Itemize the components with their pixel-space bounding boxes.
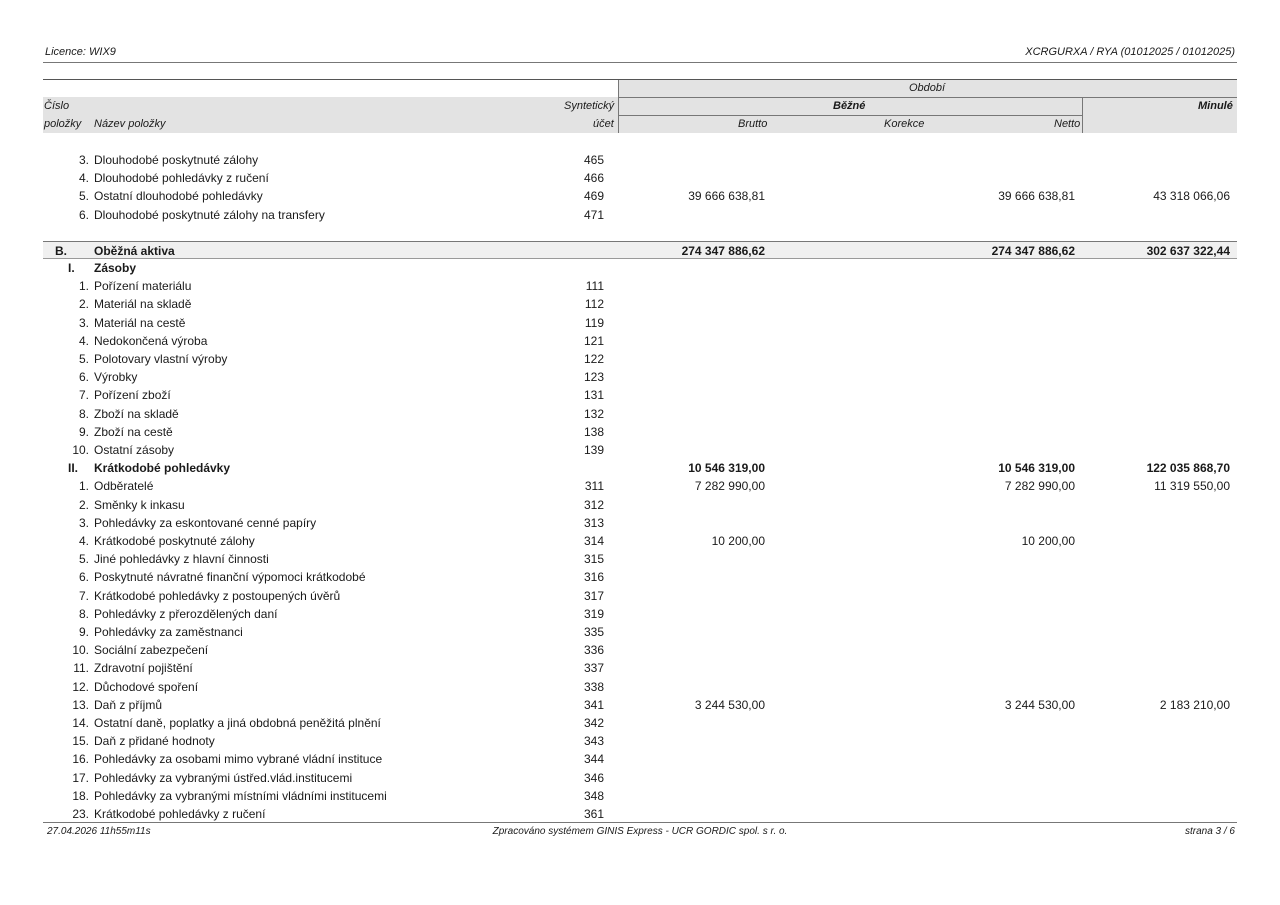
row-name: Důchodové spoření	[94, 679, 199, 694]
row-name: Dlouhodobé poskytnuté zálohy	[94, 153, 259, 167]
row-account: 336	[583, 643, 604, 658]
row-number: B.	[55, 243, 67, 258]
row-account: 466	[583, 171, 604, 186]
row-account: 316	[583, 570, 604, 585]
header-ucet: účet	[593, 118, 614, 130]
row-number: 1.	[78, 279, 89, 294]
row-name: Oběžná aktiva	[94, 243, 175, 258]
row-name: Směnky k inkasu	[94, 497, 185, 512]
row-account: 138	[583, 424, 604, 439]
row-account: 122	[583, 352, 604, 366]
bottom-rule	[43, 822, 1237, 823]
row-number: 3.	[78, 515, 89, 530]
row-name: Pohledávky za vybranými ústřed.vlád.institucemi	[94, 770, 353, 785]
row-number: 16.	[72, 752, 89, 767]
row-number: 8.	[78, 406, 89, 421]
row-account: 342	[583, 716, 604, 730]
row-minule: 122 035 868,70	[1146, 461, 1230, 476]
row-name: Výrobky	[94, 370, 138, 385]
licence-label: Licence: WIX9	[45, 46, 116, 58]
row-account: 111	[585, 279, 604, 294]
table-row	[43, 187, 1237, 205]
top-bar	[43, 43, 1237, 63]
row-account: 471	[583, 207, 604, 222]
row-minule: 43 318 066,06	[1153, 189, 1230, 204]
table-row	[43, 732, 1237, 750]
table-row	[43, 750, 1237, 768]
section-row	[43, 241, 1237, 259]
row-account: 315	[583, 552, 604, 567]
row-account: 314	[583, 534, 604, 548]
footer-processed: Zpracováno systémem GINIS Express - UCR GORDIC spol. s r. o.	[492, 826, 788, 837]
row-name: Pohledávky za osobami mimo vybrané vládní instituce	[94, 752, 383, 767]
table-row	[43, 477, 1237, 495]
table-row	[43, 423, 1237, 441]
row-name: Pohledávky z přerozdělených daní	[94, 606, 278, 621]
table-row	[43, 532, 1237, 550]
table-row	[43, 332, 1237, 350]
header-brutto: Brutto	[738, 118, 768, 130]
table-row	[43, 496, 1237, 514]
row-account: 131	[583, 388, 604, 403]
row-account: 123	[583, 370, 604, 385]
row-account: 348	[583, 788, 604, 803]
table-row	[43, 550, 1237, 568]
row-number: 18.	[72, 788, 89, 803]
row-account: 469	[583, 189, 604, 204]
row-number: 10.	[72, 443, 89, 457]
table-row	[43, 623, 1237, 641]
row-name: Krátkodobé pohledávky z ručení	[94, 807, 266, 821]
row-name: Daň z přidané hodnoty	[94, 734, 215, 749]
row-number: 5.	[78, 552, 89, 567]
header-bezne: Běžné	[833, 100, 866, 112]
row-number: 2.	[78, 297, 89, 312]
row-number: 6.	[78, 207, 89, 222]
footer-page: strana 3 / 6	[1184, 826, 1235, 837]
table-row	[43, 769, 1237, 787]
header-korekce: Korekce	[884, 118, 925, 130]
table-header	[43, 79, 1237, 133]
row-account: 121	[583, 333, 604, 348]
header-obdobi: Období	[909, 82, 946, 94]
row-number: 3.	[78, 153, 89, 167]
row-name: Pořízení materiálu	[94, 279, 192, 294]
table-row	[43, 386, 1237, 404]
header-netto: Netto	[1054, 118, 1081, 130]
table-row	[43, 568, 1237, 586]
row-number: 4.	[78, 534, 89, 548]
row-netto: 274 347 886,62	[991, 243, 1075, 258]
table-row	[43, 805, 1237, 823]
row-number: 1.	[78, 479, 89, 494]
subsection-row	[43, 459, 1237, 477]
row-account: 119	[584, 315, 604, 330]
table-row	[43, 169, 1237, 187]
row-name: Materiál na skladě	[94, 297, 192, 312]
header-nazev: Název položky	[94, 118, 166, 130]
row-account: 317	[583, 588, 604, 603]
row-account: 313	[583, 515, 604, 530]
row-brutto: 3 244 530,00	[694, 697, 765, 712]
table-row	[43, 295, 1237, 313]
row-number: 23.	[72, 807, 89, 821]
table-row	[43, 277, 1237, 295]
row-netto: 3 244 530,00	[1004, 697, 1075, 712]
report-ident: XCRGURXA / RYA (01012025 / 01012025)	[1025, 46, 1235, 58]
row-name: Pohledávky za zaměstnanci	[94, 625, 243, 639]
row-name: Zboží na cestě	[94, 424, 173, 439]
header-minule: Minulé	[1198, 100, 1233, 112]
row-name: Ostatní dlouhodobé pohledávky	[94, 189, 263, 204]
row-number: 4.	[78, 333, 89, 348]
row-number: 8.	[78, 606, 89, 621]
subsection-row	[43, 259, 1237, 277]
row-number: 14.	[72, 716, 89, 730]
footer-timestamp: 27.04.2026 11h55m11s	[47, 826, 151, 837]
header-cislo: Číslo	[44, 100, 70, 112]
row-name: Pohledávky za eskontované cenné papíry	[94, 515, 317, 530]
row-account: 361	[583, 807, 604, 821]
row-account: 139	[583, 443, 604, 457]
row-number: 2.	[78, 497, 89, 512]
row-number: 9.	[78, 625, 89, 639]
table-row	[43, 696, 1237, 714]
row-number: 6.	[78, 370, 89, 385]
table-row	[43, 641, 1237, 659]
row-account: 112	[584, 297, 604, 312]
table-row	[43, 714, 1237, 732]
row-number: I.	[68, 261, 75, 275]
table-row	[43, 314, 1237, 332]
row-number: 5.	[78, 189, 89, 204]
row-number: 3.	[78, 315, 89, 330]
row-netto: 10 546 319,00	[998, 461, 1075, 476]
row-name: Ostatní daně, poplatky a jiná obdobná peněžitá plnění	[94, 716, 381, 730]
header-polozky: položky	[44, 118, 82, 130]
row-name: Krátkodobé poskytnuté zálohy	[94, 534, 255, 548]
row-name: Sociální zabezpečení	[94, 643, 209, 658]
header-synteticky: Syntetický	[564, 100, 615, 112]
row-name: Zboží na skladě	[94, 406, 179, 421]
row-account: 343	[583, 734, 604, 749]
row-name: Daň z příjmů	[94, 697, 163, 712]
row-number: 17.	[72, 770, 89, 785]
table-row	[43, 441, 1237, 459]
row-account: 312	[583, 497, 604, 512]
table-row	[43, 405, 1237, 423]
table-row	[43, 368, 1237, 386]
row-number: 13.	[72, 697, 89, 712]
table-row	[43, 151, 1237, 169]
row-account: 311	[584, 479, 604, 494]
row-name: Jiné pohledávky z hlavní činnosti	[94, 552, 269, 567]
row-number: 12.	[72, 679, 89, 694]
row-minule: 2 183 210,00	[1159, 697, 1230, 712]
table-row	[43, 587, 1237, 605]
row-number: 7.	[78, 388, 89, 403]
row-account: 132	[583, 406, 604, 421]
row-account: 344	[583, 752, 604, 767]
row-name: Materiál na cestě	[94, 315, 186, 330]
row-brutto: 274 347 886,62	[681, 243, 765, 258]
row-name: Odběratelé	[94, 479, 154, 494]
row-name: Pohledávky za vybranými místními vládními institucemi	[94, 788, 387, 803]
row-netto: 7 282 990,00	[1004, 479, 1075, 494]
table-row	[43, 514, 1237, 532]
row-brutto: 10 546 319,00	[688, 461, 765, 476]
table-row	[43, 605, 1237, 623]
row-number: 11.	[73, 661, 89, 676]
row-name: Dlouhodobé poskytnuté zálohy na transfery	[94, 207, 325, 222]
row-name: Krátkodobé pohledávky	[94, 461, 231, 476]
table-row	[43, 678, 1237, 696]
row-name: Zásoby	[94, 261, 137, 275]
row-name: Polotovary vlastní výroby	[94, 352, 228, 366]
row-brutto: 7 282 990,00	[694, 479, 765, 494]
row-number: II.	[68, 461, 79, 476]
row-name: Ostatní zásoby	[94, 443, 175, 457]
row-name: Krátkodobé pohledávky z postoupených úvěrů	[94, 588, 341, 603]
table-row	[43, 350, 1237, 368]
row-account: 341	[583, 697, 604, 712]
row-name: Dlouhodobé pohledávky z ručení	[94, 171, 269, 186]
row-number: 6.	[78, 570, 89, 585]
row-account: 465	[583, 153, 604, 167]
row-number: 15.	[72, 734, 89, 749]
row-brutto: 10 200,00	[711, 534, 765, 548]
row-name: Nedokončená výroba	[94, 333, 208, 348]
row-name: Zdravotní pojištění	[94, 661, 193, 676]
table-row	[43, 659, 1237, 677]
row-number: 10.	[72, 643, 89, 658]
row-number: 7.	[78, 588, 89, 603]
row-brutto: 39 666 638,81	[688, 189, 765, 204]
row-account: 338	[583, 679, 604, 694]
row-minule: 302 637 322,44	[1146, 243, 1230, 258]
row-number: 5.	[78, 352, 89, 366]
row-name: Poskytnuté návratné finanční výpomoci krátkodobé	[94, 570, 366, 585]
row-number: 4.	[78, 171, 89, 186]
row-netto: 10 200,00	[1021, 534, 1075, 548]
row-name: Pořízení zboží	[94, 388, 171, 403]
row-account: 319	[583, 606, 604, 621]
table-row	[43, 206, 1237, 224]
row-minule: 11 319 550,00	[1154, 479, 1230, 494]
row-number: 9.	[78, 424, 89, 439]
row-account: 335	[583, 625, 604, 639]
row-account: 346	[583, 770, 604, 785]
row-account: 337	[583, 661, 604, 676]
row-netto: 39 666 638,81	[998, 189, 1075, 204]
table-row	[43, 787, 1237, 805]
page-footer	[43, 826, 1237, 840]
